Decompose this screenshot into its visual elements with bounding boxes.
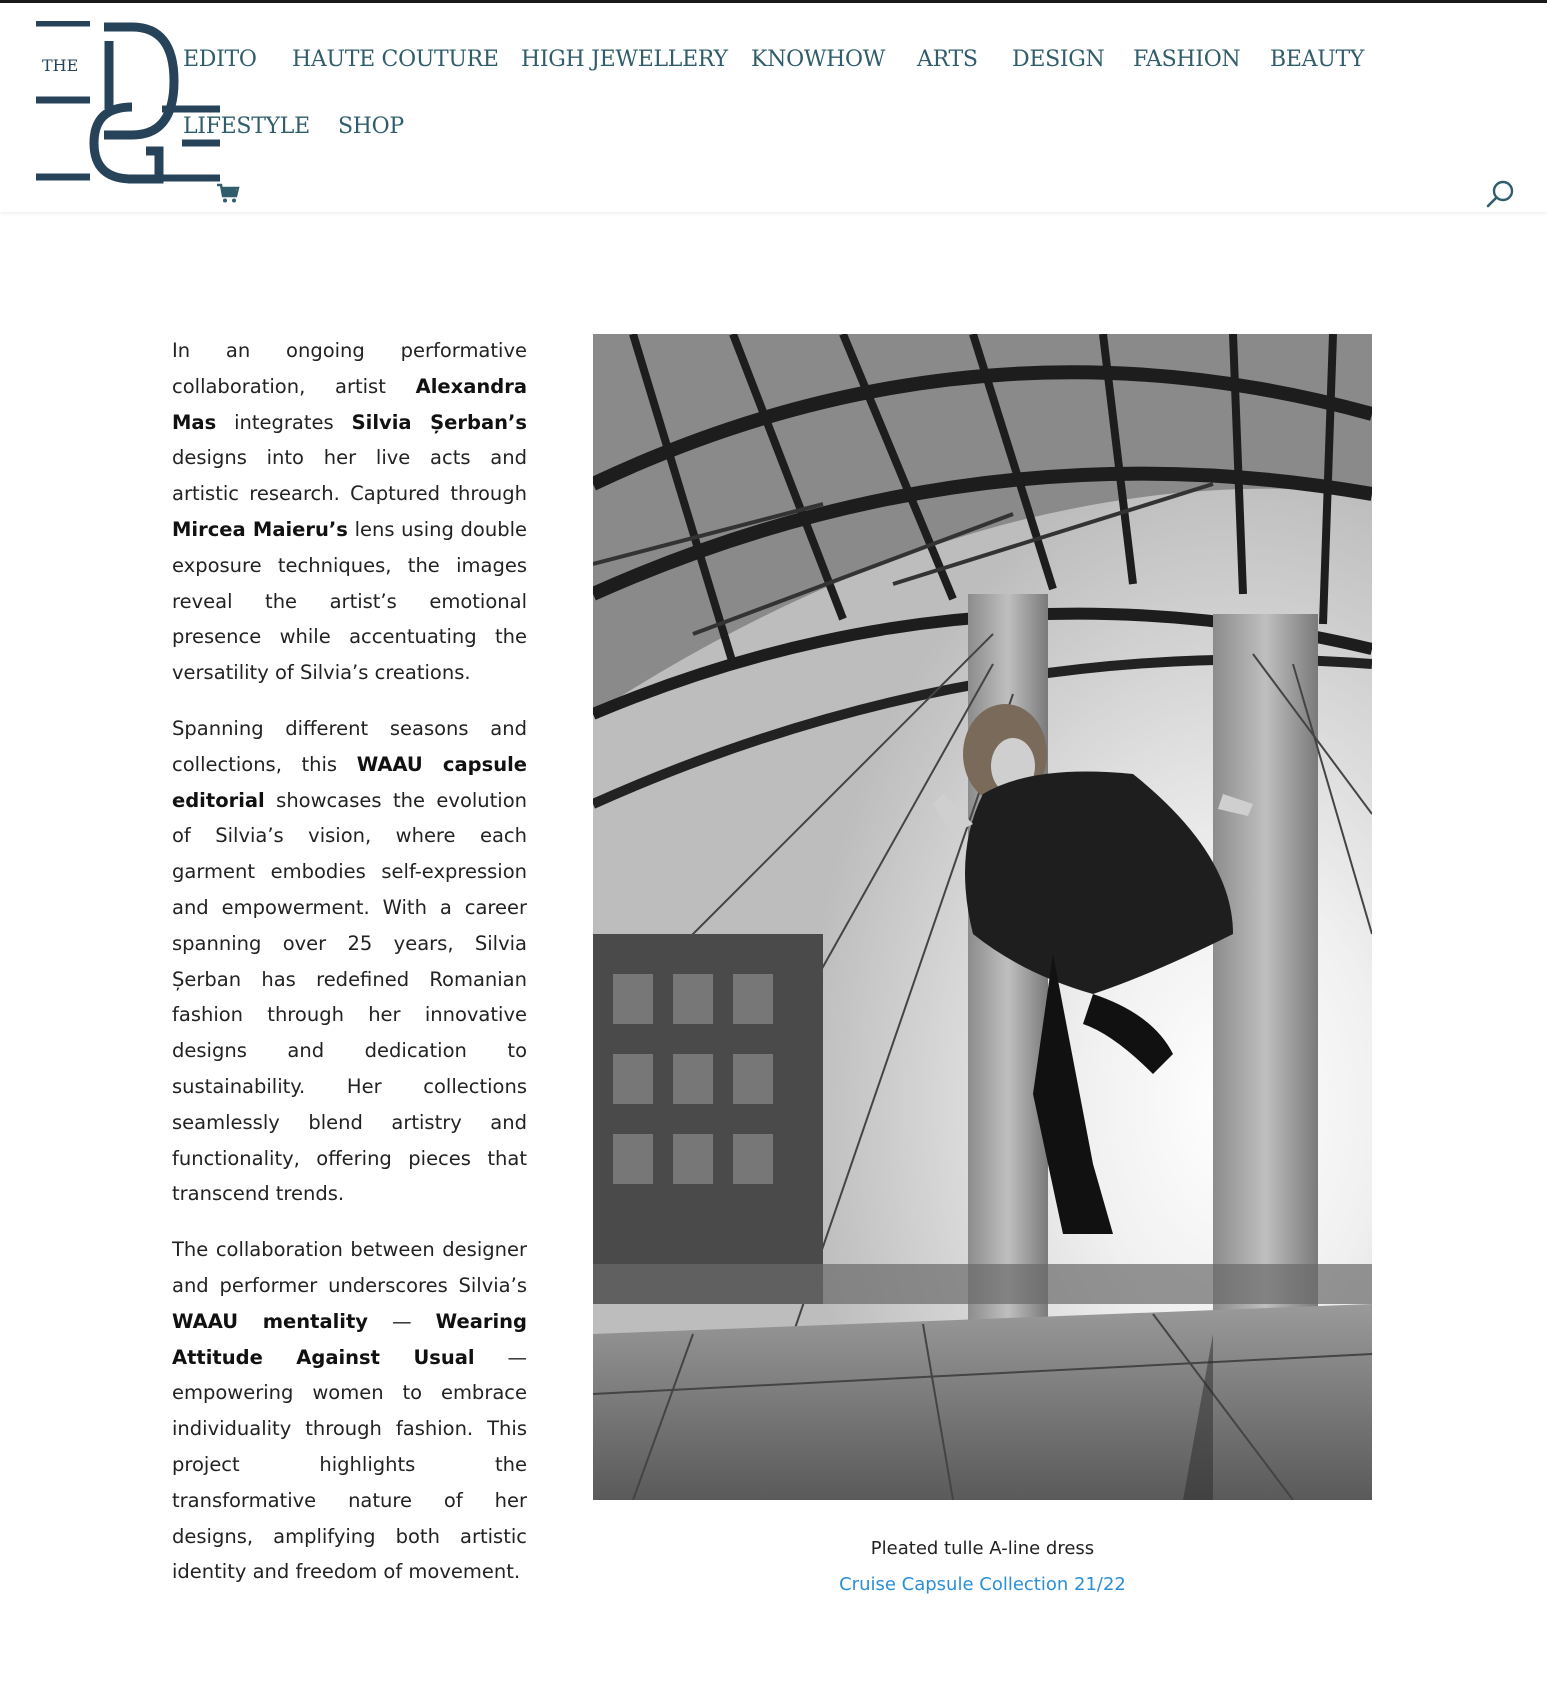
- nav-beauty[interactable]: BEAUTY: [1270, 47, 1365, 72]
- text: The collaboration between designer and performer underscores Silvia’s: [172, 1238, 527, 1297]
- logo-text: THE: [42, 56, 79, 75]
- nav-arts[interactable]: ARTS: [917, 47, 978, 72]
- text: Spanning different seasons and collections, this: [172, 716, 527, 776]
- emphasis-mentality: WAAU mentality: [172, 1309, 369, 1333]
- nav-knowhow[interactable]: KNOWHOW: [751, 47, 886, 72]
- nav-edito[interactable]: EDITO: [183, 47, 257, 72]
- paragraph-3: [172, 1232, 527, 1590]
- nav-fashion[interactable]: FASHION: [1133, 47, 1241, 72]
- text: —: [368, 1309, 436, 1333]
- emphasis-photographer: Mircea Maieru’s: [172, 517, 348, 541]
- emphasis-artist: Alexandra Mas: [172, 374, 527, 434]
- editorial-photo: [593, 334, 1372, 1500]
- collection-link[interactable]: Cruise Capsule Collection 21/22: [839, 1574, 1126, 1595]
- emphasis-acronym: Wearing Attitude Against Usual: [172, 1309, 527, 1369]
- text: designs into her live acts and artistic research. Captured through: [172, 446, 527, 506]
- text: In an ongoing performative collaboration, artist: [172, 339, 527, 398]
- paragraph-2: [172, 711, 527, 1212]
- text: — empowering women to embrace individuality through fashion. This project highlights the transformative nature of her designs, amplifying both artistic identity and freedom of movement.: [172, 1345, 527, 1584]
- nav-design[interactable]: DESIGN: [1012, 47, 1105, 72]
- site-header: [0, 3, 1547, 212]
- emphasis-editorial: WAAU capsule editorial: [172, 752, 527, 812]
- paragraph-1: [172, 333, 527, 691]
- emphasis-designer: Silvia Șerban’s: [351, 410, 527, 434]
- text: integrates: [216, 410, 352, 434]
- photo-caption: Pleated tulle A-line dress: [870, 1538, 1095, 1559]
- nav-shop[interactable]: SHOP: [338, 114, 404, 139]
- nav-lifestyle[interactable]: LIFESTYLE: [183, 114, 310, 139]
- nav-haute-couture[interactable]: HAUTE COUTURE: [292, 47, 499, 72]
- nav-high-jewellery[interactable]: HIGH JEWELLERY: [521, 47, 728, 72]
- cart-icon[interactable]: [216, 181, 240, 205]
- text: showcases the evolution of Silvia’s vision, where each garment embodies self-expression and empowerment. With a career spanning over 25 years, Silvia Șerban has redefined Romanian fashion through her innovative designs and dedication to sustainability. Her collections seamlessly blend artistry and functionality, offering pieces that transcend trends.: [172, 788, 527, 1206]
- text: lens using double exposure techniques, the images reveal the artist’s emotional presence while accentuating the versatility of Silvia’s creations.: [172, 517, 527, 685]
- article-body: [172, 333, 527, 1610]
- search-icon[interactable]: [1484, 178, 1516, 210]
